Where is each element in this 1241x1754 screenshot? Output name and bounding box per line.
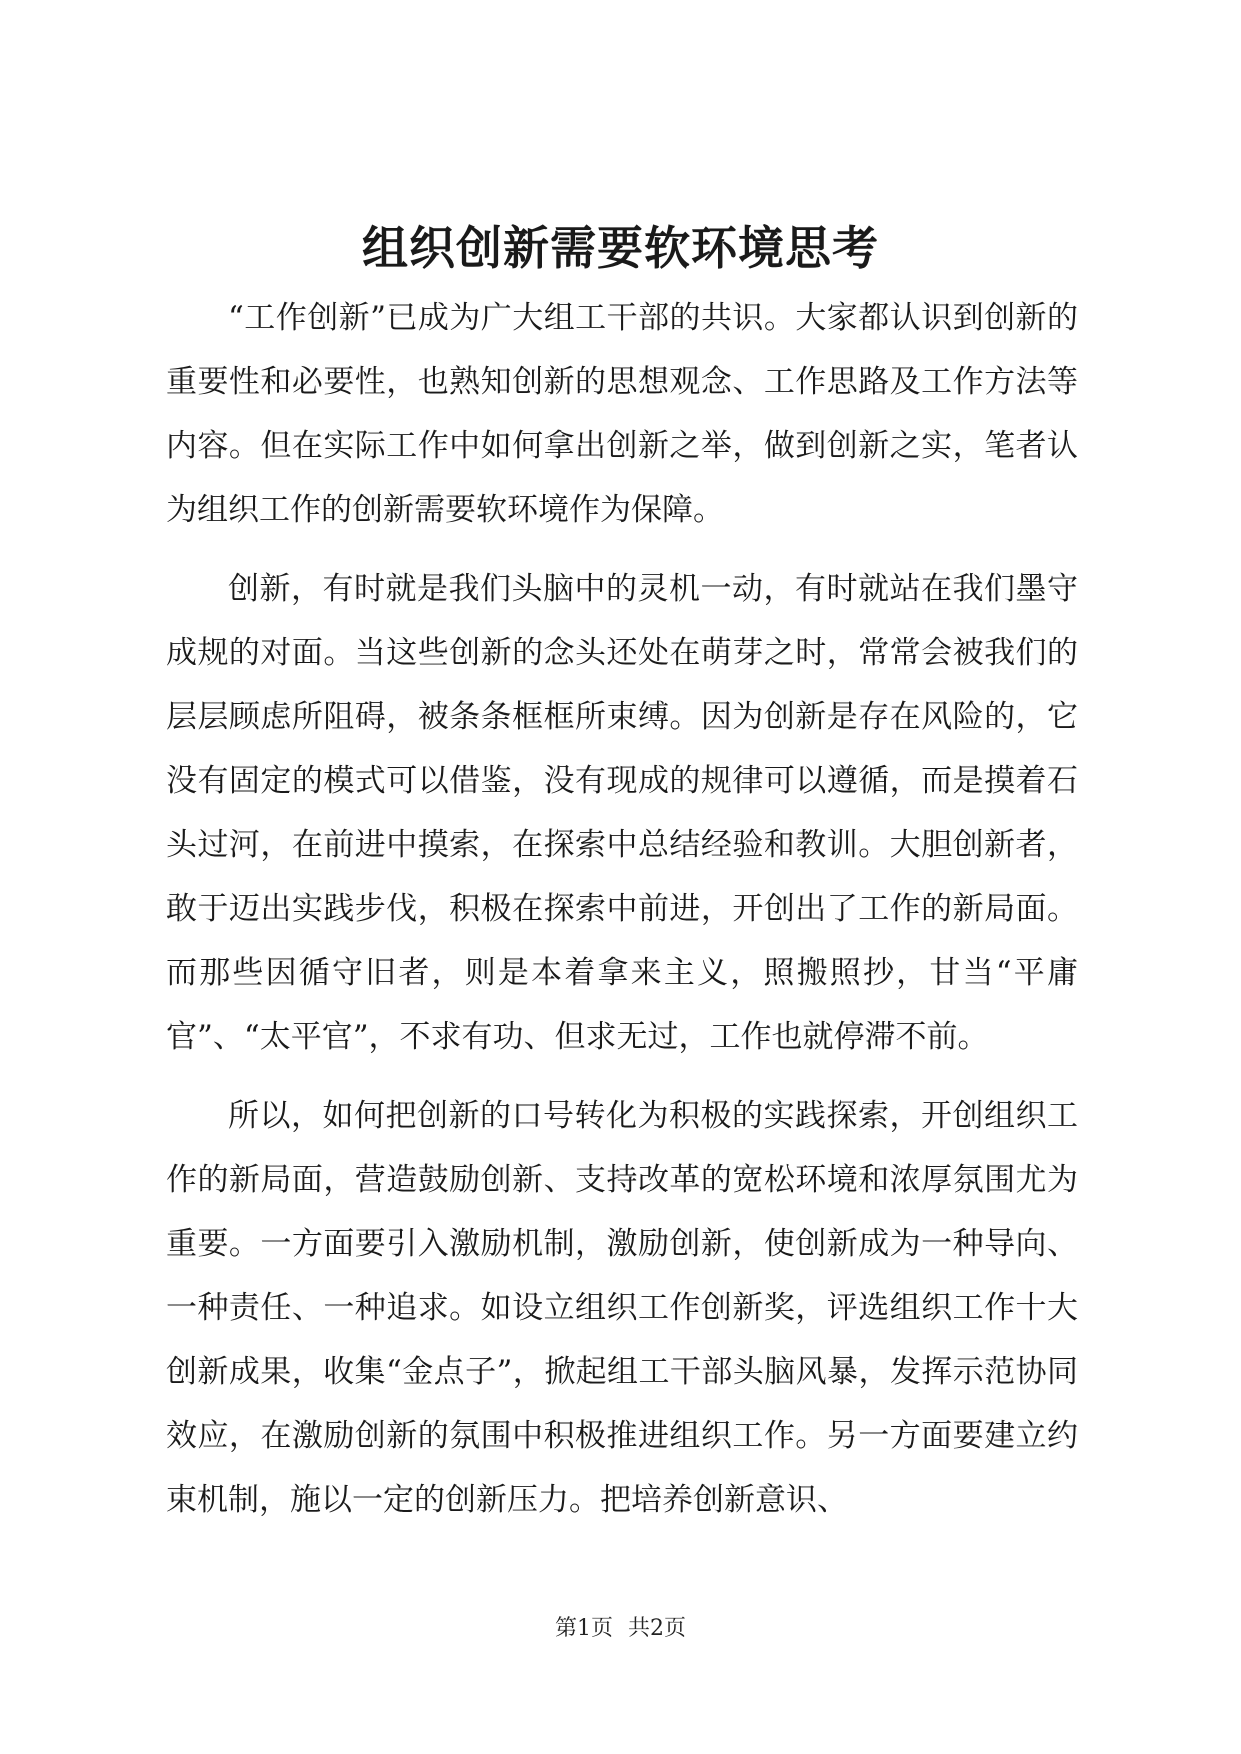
page-footer — [0, 1614, 1241, 1644]
page-total: 共2页 — [628, 1616, 686, 1641]
page-number: 第1页 — [555, 1616, 613, 1641]
document-body — [166, 286, 1078, 1547]
paragraph-1: “工作创新”已成为广大组工干部的共识。大家都认识到创新的重要性和必要性，也熟知创新的思想观念、工作思路及工作方法等内容。但在实际工作中如何拿出创新之举，做到创新之实，笔者认为组织工作的创新需要软环境作为保障。 — [166, 300, 1078, 528]
document-title: 组织创新需要软环境思考 — [362, 221, 879, 275]
paragraph-3: 所以，如何把创新的口号转化为积极的实践探索，开创组织工作的新局面，营造鼓励创新、支持改革的宽松环境和浓厚氛围尤为重要。一方面要引入激励机制，激励创新，使创新成为一种导向、一种责任、一种追求。如设立组织工作创新奖，评选组织工作十大创新成果，收集“金点子”，掀起组工干部头脑风暴，发挥示范协同效应，在激励创新的氛围中积极推进组织工作。另一方面要建立约束机制，施以一定的创新压力。把培养创新意识、 — [166, 1098, 1078, 1518]
paragraph-2: 创新，有时就是我们头脑中的灵机一动，有时就站在我们墨守成规的对面。当这些创新的念头还处在萌芽之时，常常会被我们的层层顾虑所阻碍，被条条框框所束缚。因为创新是存在风险的，它没有固定的模式可以借鉴，没有现成的规律可以遵循，而是摸着石头过河，在前进中摸索，在探索中总结经验和教训。大胆创新者，敢于迈出实践步伐，积极在探索中前进，开创出了工作的新局面。而那些因循守旧者，则是本着拿来主义，照搬照抄，甘当“平庸官”、“太平官”，不求有功、但求无过，工作也就停滞不前。 — [166, 571, 1078, 1055]
